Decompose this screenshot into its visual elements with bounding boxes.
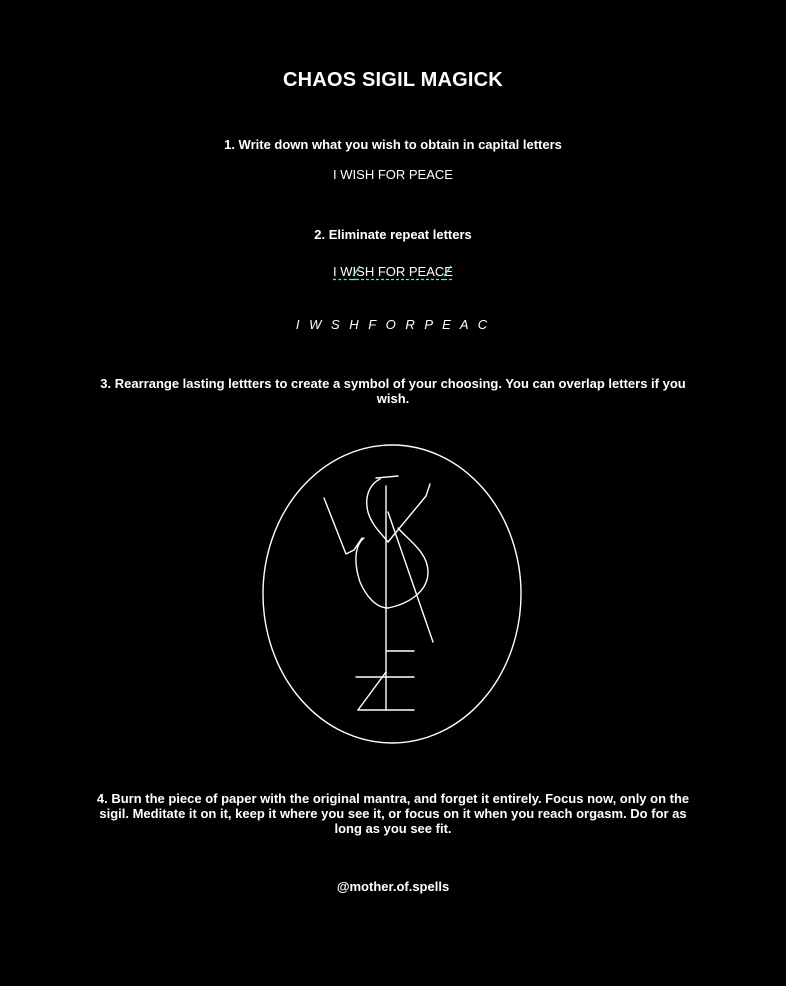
- crossed-letter-i: [353, 264, 357, 279]
- step-4-instruction: 4. Burn the piece of paper with the original mantra, and forget it entirely. Focus now, only on the sigil. Meditate it on it, keep it where you see it, or focus on it when you reach orgasm. Do for as long as you see fit.: [96, 791, 690, 836]
- page-title: CHAOS SIGIL MAGICK: [283, 69, 503, 91]
- step-1-instruction: 1. Write down what you wish to obtain in capital letters: [224, 137, 562, 152]
- crossed-letter-e-text: E: [444, 264, 453, 279]
- sigil-stroke: [358, 672, 386, 710]
- sigil-stroke: [388, 512, 433, 642]
- sigil-stroke: [324, 498, 362, 554]
- mantra-crossed-part-2: SH FOR PEAC: [356, 264, 445, 279]
- sigil-stroke: [388, 484, 430, 542]
- author-handle: @mother.of.spells: [336, 879, 450, 894]
- sigil-glyph: [324, 476, 433, 710]
- sigil-stroke: [367, 479, 388, 542]
- crossed-letter-i-text: I: [352, 264, 357, 279]
- mantra-crossed-example: [0, 264, 786, 279]
- strike-mark-icon: [443, 265, 453, 277]
- step-2-instruction: 2. Eliminate repeat letters: [314, 227, 472, 242]
- sigil-drawing-icon: [258, 442, 528, 752]
- sigil-circle: [263, 445, 521, 743]
- mantra-example: I WISH FOR PEACE: [333, 167, 453, 182]
- crossed-letter-e: [444, 264, 453, 279]
- step-3-instruction: 3. Rearrange lasting lettters to create a symbol of your choosing. You can overlap letters if you wish.: [100, 376, 686, 406]
- sigil-stroke: [376, 476, 398, 478]
- sigil-stroke: [356, 538, 388, 608]
- strike-mark-icon: [352, 265, 362, 277]
- mantra-crossed-part-1: I W: [333, 264, 353, 279]
- reduced-letters: I W S H F O R P E A C: [295, 317, 491, 332]
